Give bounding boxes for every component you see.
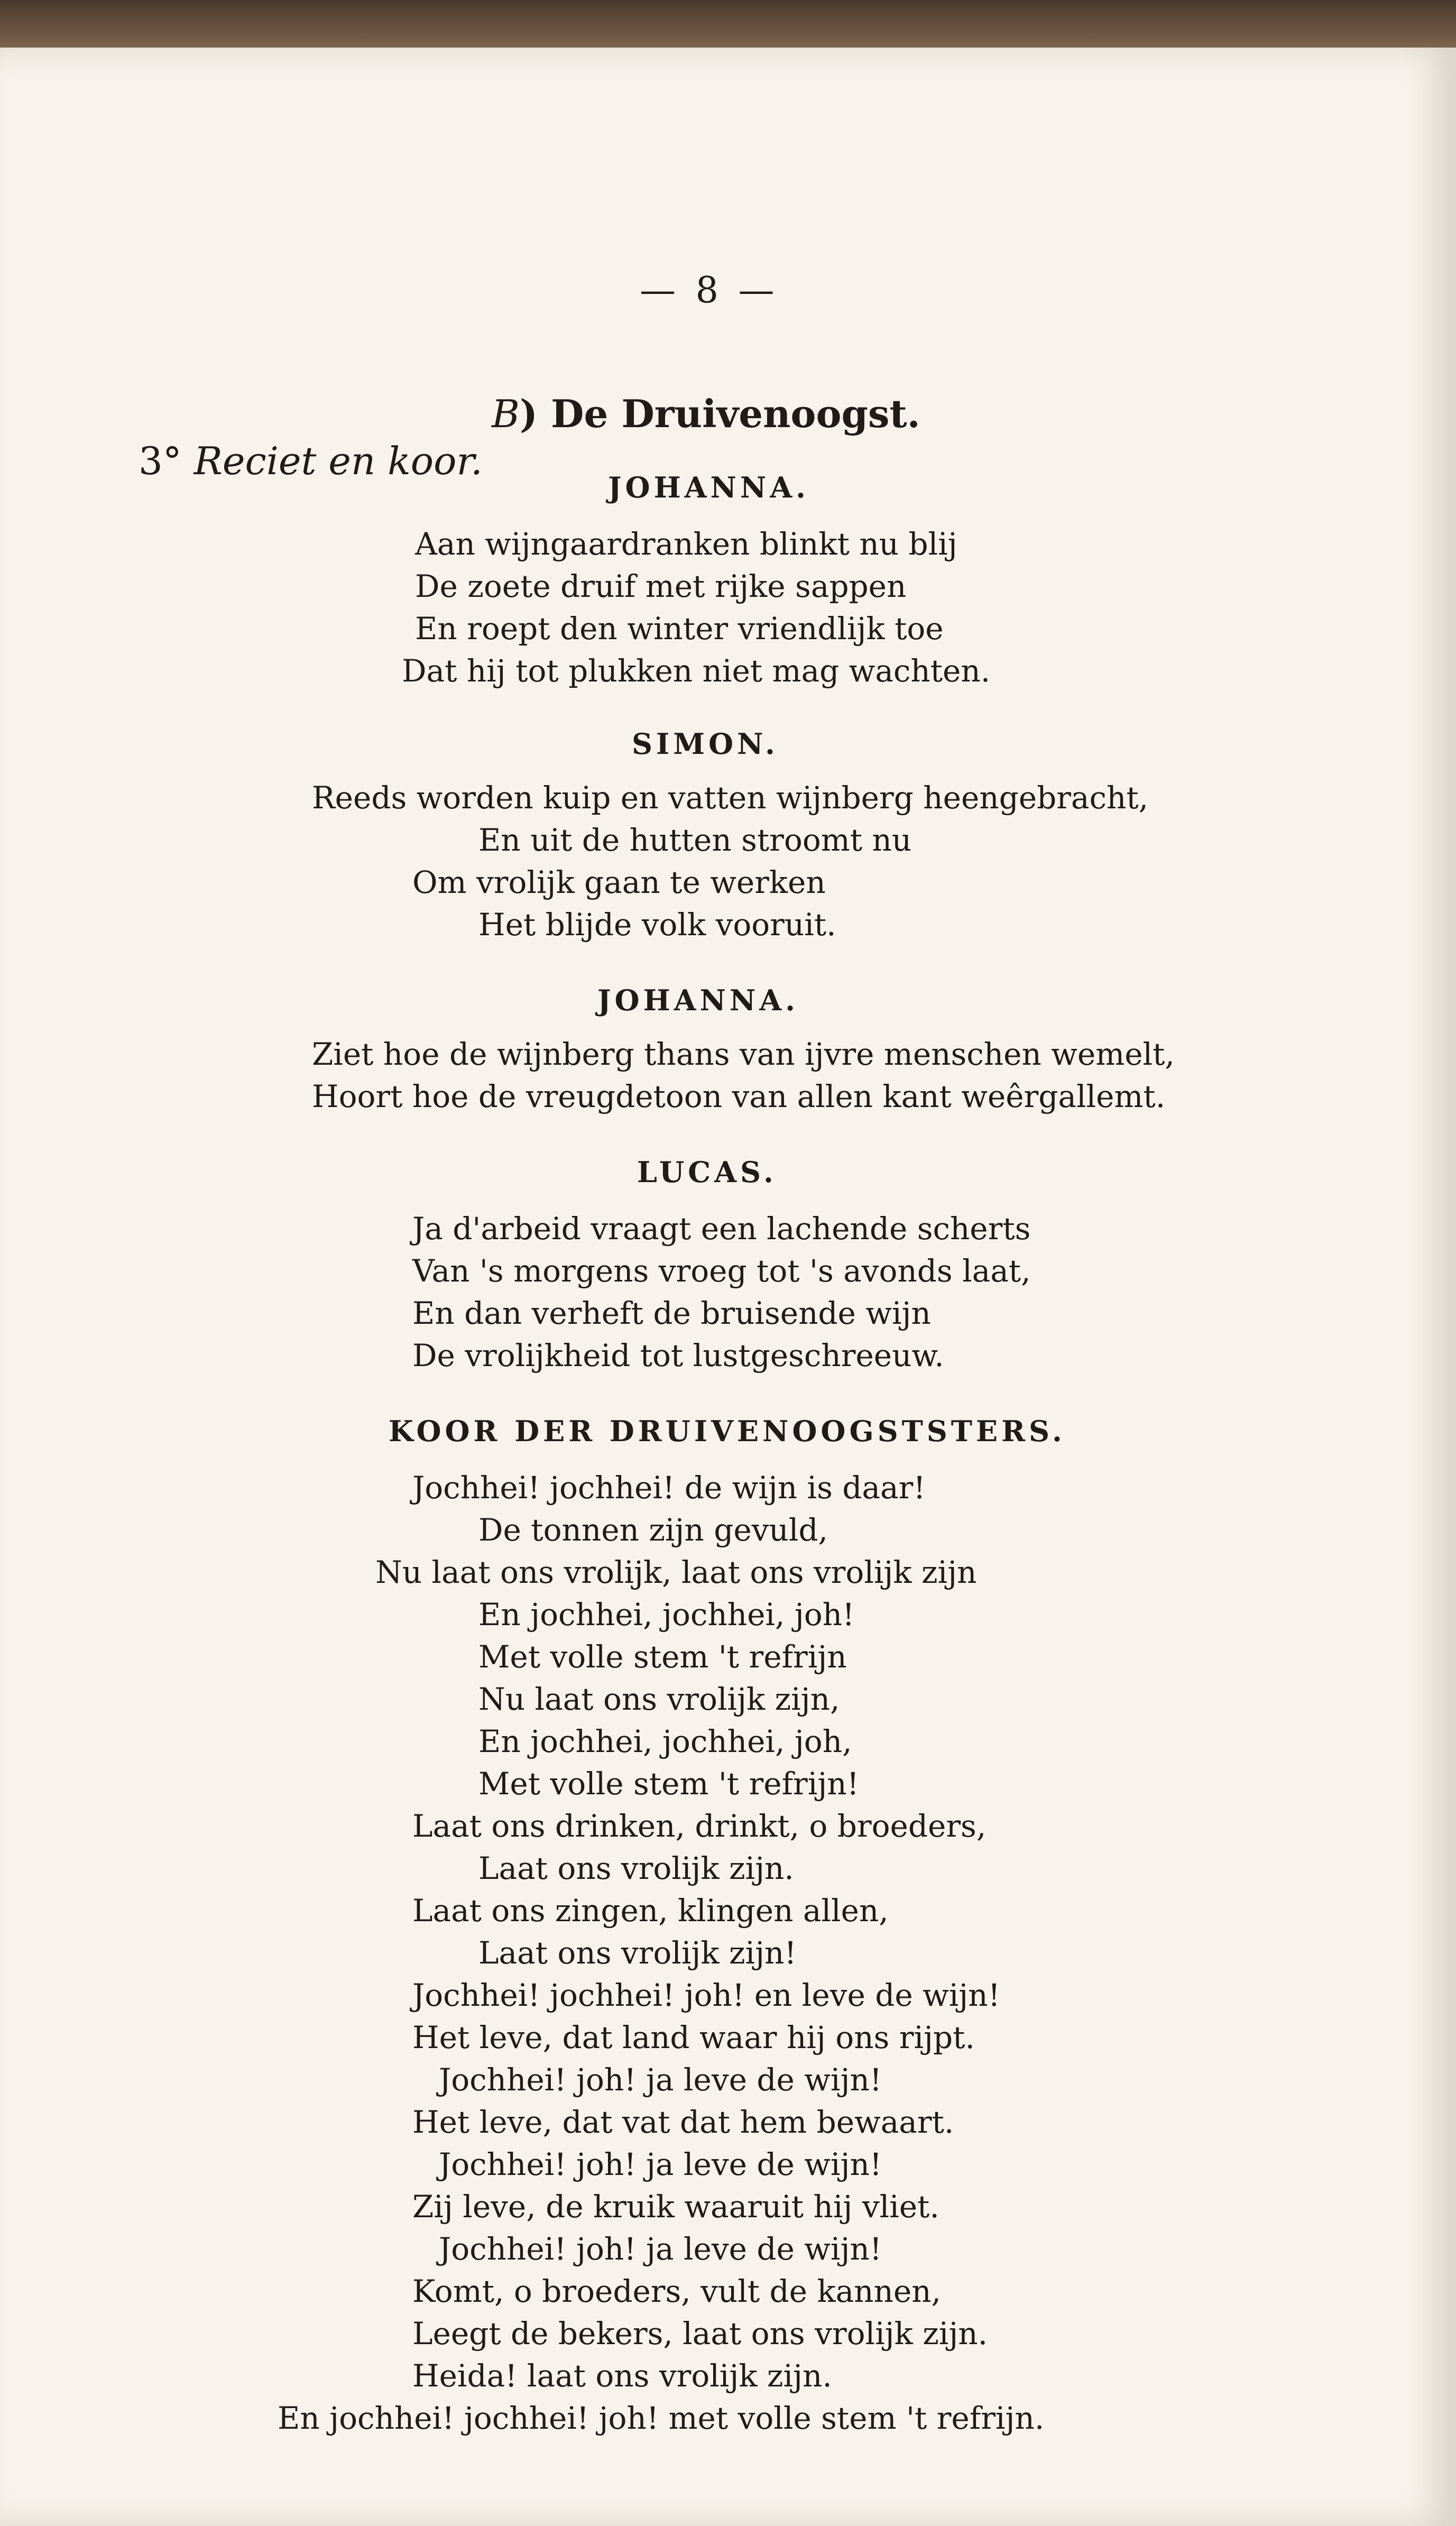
- verse-line: Heida! laat ons vrolijk zijn.: [412, 2358, 832, 2394]
- verse-line: Jochhei! joh! ja leve de wijn!: [439, 2231, 882, 2267]
- verse-line: Het blijde volk vooruit.: [478, 907, 836, 943]
- verse-line: Jochhei! jochhei! de wijn is daar!: [412, 1470, 926, 1506]
- speaker-name: JOHANNA.: [608, 471, 809, 504]
- verse-line: Jochhei! joh! ja leve de wijn!: [439, 2146, 882, 2182]
- verse-line: Dat hij tot plukken niet mag wachten.: [402, 653, 991, 689]
- speaker-name: JOHANNA.: [597, 983, 799, 1017]
- verse-line: Ja d'arbeid vraagt een lachende scherts: [412, 1211, 1031, 1247]
- section-title-text: ) De Druivenoogst.: [519, 391, 920, 436]
- section-title: [492, 391, 920, 436]
- verse-line: Nu laat ons vrolijk zijn,: [478, 1681, 840, 1717]
- item-number: 3°: [139, 439, 182, 483]
- verse-line: Van 's morgens vroeg tot 's avonds laat,: [412, 1253, 1031, 1289]
- verse-line: Hoort hoe de vreugdetoon van allen kant weêrgallemt.: [312, 1078, 1166, 1114]
- item-label-text: Reciet en koor.: [193, 439, 483, 483]
- verse-line: Met volle stem 't refrijn: [478, 1639, 847, 1675]
- verse-line: En dan verheft de bruisende wijn: [412, 1295, 931, 1331]
- verse-line: De tonnen zijn gevuld,: [478, 1512, 828, 1548]
- verse-line: Laat ons drinken, drinkt, o broeders,: [412, 1808, 987, 1844]
- verse-line: Nu laat ons vrolijk, laat ons vrolijk zijn: [375, 1554, 977, 1590]
- verse-line: Jochhei! jochhei! joh! en leve de wijn!: [412, 1977, 1000, 2013]
- speaker-name: KOOR DER DRUIVENOOGSTSTERS.: [389, 1414, 1066, 1448]
- speaker-name: LUCAS.: [637, 1155, 777, 1189]
- speaker-name: SIMON.: [632, 727, 779, 761]
- verse-line: Jochhei! joh! ja leve de wijn!: [439, 2062, 882, 2098]
- verse-line: Laat ons vrolijk zijn!: [478, 1935, 797, 1971]
- verse-line: En jochhei! jochhei! joh! met volle stem 't refrijn.: [278, 2400, 1045, 2436]
- verse-line: De vrolijkheid tot lustgeschreeuw.: [412, 1338, 944, 1373]
- verse-line: Het leve, dat vat dat hem bewaart.: [412, 2104, 954, 2140]
- verse-line: En jochhei, jochhei, joh!: [478, 1597, 855, 1633]
- verse-line: Om vrolijk gaan te werken: [412, 864, 826, 900]
- verse-line: Laat ons vrolijk zijn.: [478, 1850, 794, 1886]
- verse-line: Komt, o broeders, vult de kannen,: [412, 2273, 941, 2309]
- verse-line: De zoete druif met rijke sappen: [415, 568, 907, 604]
- document-page: [0, 48, 1456, 2526]
- verse-line: Laat ons zingen, klingen allen,: [412, 1893, 889, 1929]
- verse-line: Met volle stem 't refrijn!: [478, 1766, 859, 1802]
- verse-line: Reeds worden kuip en vatten wijnberg heengebracht,: [312, 780, 1149, 816]
- verse-line: Aan wijngaardranken blinkt nu blij: [415, 526, 957, 562]
- verse-line: Het leve, dat land waar hij ons rijpt.: [412, 2020, 975, 2055]
- verse-line: En roept den winter vriendlijk toe: [415, 611, 944, 647]
- item-number-label: [139, 439, 483, 483]
- page-number: — 8 —: [640, 270, 779, 311]
- verse-line: Zij leve, de kruik waaruit hij vliet.: [412, 2189, 939, 2225]
- section-letter: B: [492, 392, 520, 436]
- verse-line: Ziet hoe de wijnberg thans van ijvre menschen wemelt,: [312, 1036, 1175, 1072]
- verse-line: En jochhei, jochhei, joh,: [478, 1723, 852, 1759]
- verse-line: Leegt de bekers, laat ons vrolijk zijn.: [412, 2316, 988, 2352]
- verse-line: En uit de hutten stroomt nu: [478, 822, 912, 858]
